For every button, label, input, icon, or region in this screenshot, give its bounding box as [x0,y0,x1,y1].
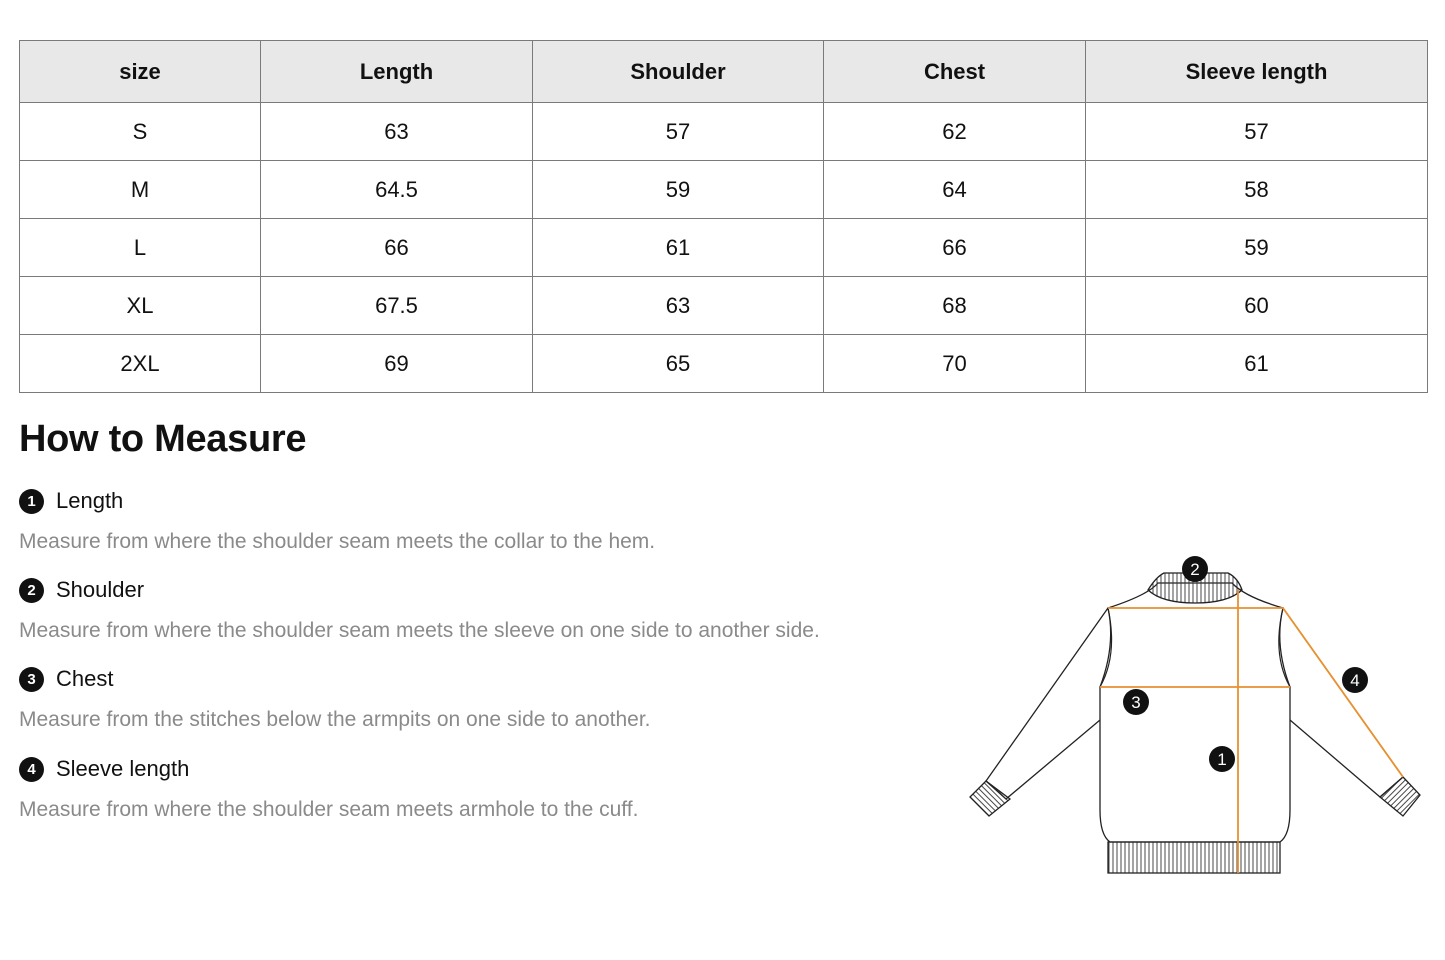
svg-text:2: 2 [1190,560,1200,579]
table-cell: 66 [261,219,533,277]
right-sleeve-outline [1283,608,1403,797]
measure-description: Measure from the stitches below the armpits on one side to another. [19,708,651,731]
number-3-badge-icon: 3 [19,667,44,692]
table-cell: 66 [824,219,1086,277]
table-cell: 62 [824,103,1086,161]
header-size: size [20,41,261,103]
measure-item-shoulder [19,575,919,643]
table-cell: 70 [824,335,1086,393]
table-cell: 60 [1086,277,1428,335]
table-header-row [20,41,1428,103]
hem-rib [1108,842,1280,873]
table-row [20,103,1428,161]
table-cell: M [20,161,261,219]
svg-text:3: 3 [1131,693,1141,712]
measure-description: Measure from where the shoulder seam meets the collar to the hem. [19,530,656,553]
table-cell: 64.5 [261,161,533,219]
marker-2-icon [1182,556,1208,582]
size-chart-table [19,40,1428,393]
table-cell: 2XL [20,335,261,393]
svg-text:1: 1 [1217,750,1227,769]
how-to-measure-title: How to Measure [19,418,307,460]
measure-item-length [19,486,919,554]
table-cell: 65 [533,335,824,393]
table-cell: 67.5 [261,277,533,335]
table-cell: 58 [1086,161,1428,219]
table-row [20,219,1428,277]
table-row [20,277,1428,335]
marker-1-icon [1209,746,1235,772]
header-chest: Chest [824,41,1086,103]
table-cell: 63 [533,277,824,335]
table-cell: 59 [1086,219,1428,277]
marker-4-icon [1342,667,1368,693]
table-cell: 57 [1086,103,1428,161]
sweater-measurement-diagram [960,545,1430,885]
table-cell: 61 [533,219,824,277]
measure-description: Measure from where the shoulder seam meets armhole to the cuff. [19,798,639,821]
measure-label: Sleeve length [56,756,190,781]
table-cell: 69 [261,335,533,393]
header-length: Length [261,41,533,103]
measure-description: Measure from where the shoulder seam meets the sleeve on one side to another side. [19,619,820,642]
svg-text:4: 4 [1350,671,1360,690]
measure-label: Chest [56,666,114,691]
marker-3-icon [1123,689,1149,715]
table-cell: XL [20,277,261,335]
table-cell: 64 [824,161,1086,219]
header-shoulder: Shoulder [533,41,824,103]
number-1-badge-icon: 1 [19,489,44,514]
table-cell: L [20,219,261,277]
number-2-badge-icon: 2 [19,578,44,603]
measure-label: Length [56,488,124,513]
left-sleeve-outline [986,608,1108,799]
measure-item-chest [19,664,919,732]
header-sleeve-length: Sleeve length [1086,41,1428,103]
table-row [20,161,1428,219]
table-cell: 68 [824,277,1086,335]
table-cell: 61 [1086,335,1428,393]
table-cell: 59 [533,161,824,219]
measure-label: Shoulder [56,577,145,602]
table-row [20,335,1428,393]
number-4-badge-icon: 4 [19,757,44,782]
table-cell: 63 [261,103,533,161]
table-cell: S [20,103,261,161]
measure-item-sleeve-length [19,754,919,822]
table-cell: 57 [533,103,824,161]
